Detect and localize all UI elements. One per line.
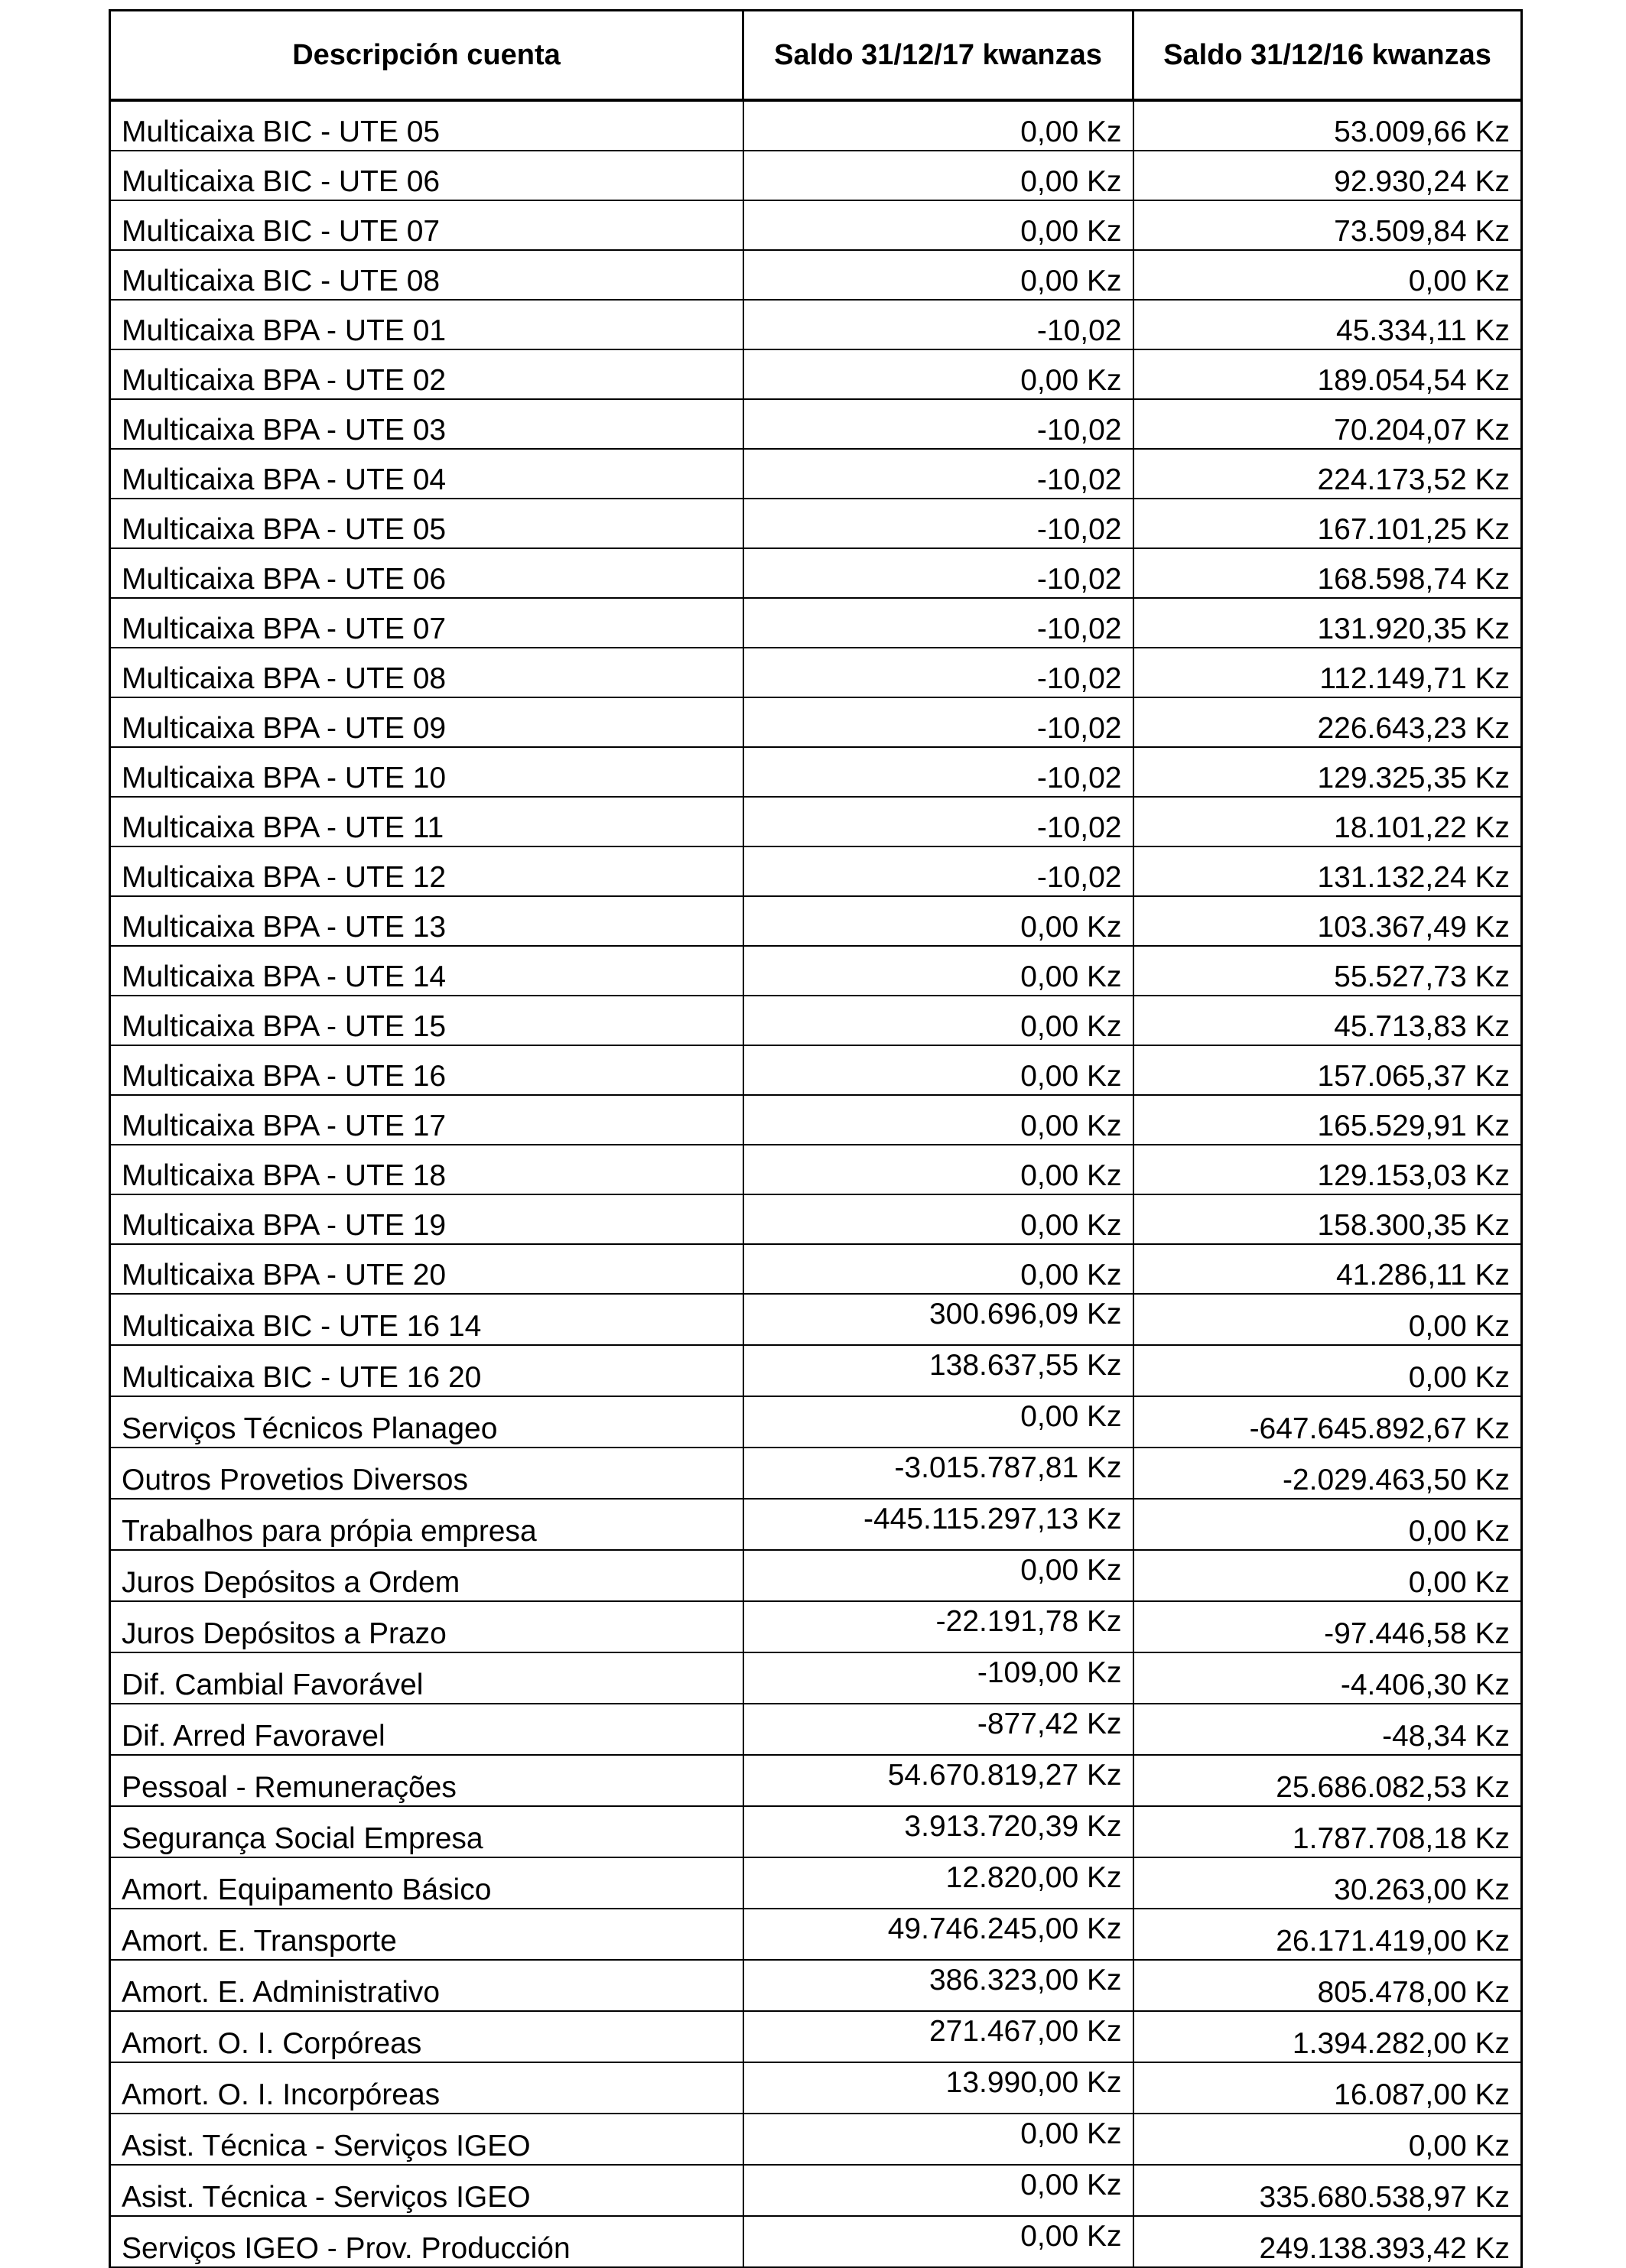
table-row bbox=[110, 300, 1522, 349]
balance-2016-cell: 0,00 Kz bbox=[1133, 1294, 1522, 1345]
balance-2017-cell: 0,00 Kz bbox=[743, 2165, 1133, 2216]
balance-2017-cell: 0,00 Kz bbox=[743, 250, 1133, 300]
account-description-cell: Dif. Cambial Favorável bbox=[110, 1652, 743, 1704]
table-row bbox=[110, 1244, 1522, 1294]
balance-2017-cell: 3.913.720,39 Kz bbox=[743, 1806, 1133, 1857]
account-description-cell: Amort. O. I. Corpóreas bbox=[110, 2011, 743, 2062]
table-row bbox=[110, 2062, 1522, 2114]
table-row bbox=[110, 399, 1522, 449]
balance-2017-cell: 271.467,00 Kz bbox=[743, 2011, 1133, 2062]
balance-2016-cell: 92.930,24 Kz bbox=[1133, 151, 1522, 200]
balance-2016-cell: 70.204,07 Kz bbox=[1133, 399, 1522, 449]
balance-2016-cell: 165.529,91 Kz bbox=[1133, 1095, 1522, 1145]
table-row bbox=[110, 2011, 1522, 2062]
balance-2017-cell: 0,00 Kz bbox=[743, 100, 1133, 151]
table-row bbox=[110, 697, 1522, 747]
table-row bbox=[110, 548, 1522, 598]
account-description-cell: Pessoal - Remunerações bbox=[110, 1755, 743, 1806]
balance-2016-cell: 0,00 Kz bbox=[1133, 2114, 1522, 2165]
table-row bbox=[110, 996, 1522, 1045]
balance-2016-cell: 224.173,52 Kz bbox=[1133, 449, 1522, 499]
balance-2016-cell: 45.713,83 Kz bbox=[1133, 996, 1522, 1045]
balance-2017-cell: -22.191,78 Kz bbox=[743, 1601, 1133, 1652]
table-row bbox=[110, 349, 1522, 399]
balance-2016-cell: -48,34 Kz bbox=[1133, 1704, 1522, 1755]
balance-2016-cell: 167.101,25 Kz bbox=[1133, 499, 1522, 548]
balance-2016-cell: 26.171.419,00 Kz bbox=[1133, 1909, 1522, 1960]
table-row bbox=[110, 151, 1522, 200]
balance-2017-cell: 0,00 Kz bbox=[743, 349, 1133, 399]
balance-2016-cell: 0,00 Kz bbox=[1133, 1550, 1522, 1601]
balance-2016-cell: 168.598,74 Kz bbox=[1133, 548, 1522, 598]
account-description-cell: Multicaixa BPA - UTE 10 bbox=[110, 747, 743, 797]
balance-2016-cell: 1.394.282,00 Kz bbox=[1133, 2011, 1522, 2062]
table-row bbox=[110, 846, 1522, 896]
balance-2016-cell: -97.446,58 Kz bbox=[1133, 1601, 1522, 1652]
balance-2016-cell: -4.406,30 Kz bbox=[1133, 1652, 1522, 1704]
account-description-cell: Amort. E. Transporte bbox=[110, 1909, 743, 1960]
table-row bbox=[110, 598, 1522, 648]
balance-2016-cell: 0,00 Kz bbox=[1133, 1345, 1522, 1396]
balance-2017-cell: 0,00 Kz bbox=[743, 1396, 1133, 1448]
account-description-cell: Serviços Técnicos Planageo bbox=[110, 1396, 743, 1448]
balance-2016-cell: 45.334,11 Kz bbox=[1133, 300, 1522, 349]
balance-2017-cell: -10,02 bbox=[743, 300, 1133, 349]
balance-2017-cell: 0,00 Kz bbox=[743, 151, 1133, 200]
balance-table bbox=[109, 9, 1523, 2268]
table-row bbox=[110, 797, 1522, 846]
account-description-cell: Multicaixa BPA - UTE 07 bbox=[110, 598, 743, 648]
balance-2017-cell: -10,02 bbox=[743, 548, 1133, 598]
balance-2017-cell: -10,02 bbox=[743, 399, 1133, 449]
balance-2017-cell: -10,02 bbox=[743, 747, 1133, 797]
table-row bbox=[110, 1806, 1522, 1857]
balance-2017-cell: 0,00 Kz bbox=[743, 946, 1133, 996]
table-body bbox=[110, 100, 1522, 2267]
balance-2017-cell: 0,00 Kz bbox=[743, 1550, 1133, 1601]
table-row bbox=[110, 1145, 1522, 1194]
account-description-cell: Multicaixa BPA - UTE 17 bbox=[110, 1095, 743, 1145]
column-header-balance-2016: Saldo 31/12/16 kwanzas bbox=[1133, 11, 1522, 101]
balance-2016-cell: 0,00 Kz bbox=[1133, 250, 1522, 300]
balance-2016-cell: 18.101,22 Kz bbox=[1133, 797, 1522, 846]
account-description-cell: Multicaixa BIC - UTE 05 bbox=[110, 100, 743, 151]
balance-2017-cell: -445.115.297,13 Kz bbox=[743, 1499, 1133, 1550]
account-description-cell: Serviços IGEO - Prov. Producción bbox=[110, 2216, 743, 2267]
balance-2017-cell: 0,00 Kz bbox=[743, 1145, 1133, 1194]
balance-2016-cell: 25.686.082,53 Kz bbox=[1133, 1755, 1522, 1806]
balance-2017-cell: -10,02 bbox=[743, 797, 1133, 846]
balance-2017-cell: -10,02 bbox=[743, 449, 1133, 499]
balance-2017-cell: 0,00 Kz bbox=[743, 1045, 1133, 1095]
balance-2016-cell: 41.286,11 Kz bbox=[1133, 1244, 1522, 1294]
table-row bbox=[110, 250, 1522, 300]
account-description-cell: Multicaixa BPA - UTE 13 bbox=[110, 896, 743, 946]
balance-2017-cell: 138.637,55 Kz bbox=[743, 1345, 1133, 1396]
table-row bbox=[110, 1755, 1522, 1806]
table-row bbox=[110, 499, 1522, 548]
balance-2016-cell: 0,00 Kz bbox=[1133, 1499, 1522, 1550]
table-row bbox=[110, 1194, 1522, 1244]
account-description-cell: Multicaixa BPA - UTE 09 bbox=[110, 697, 743, 747]
balance-2016-cell: 112.149,71 Kz bbox=[1133, 648, 1522, 697]
account-description-cell: Multicaixa BPA - UTE 08 bbox=[110, 648, 743, 697]
table-row bbox=[110, 648, 1522, 697]
account-description-cell: Amort. O. I. Incorpóreas bbox=[110, 2062, 743, 2114]
table-row bbox=[110, 2114, 1522, 2165]
balance-2017-cell: 0,00 Kz bbox=[743, 2114, 1133, 2165]
account-description-cell: Multicaixa BPA - UTE 16 bbox=[110, 1045, 743, 1095]
account-description-cell: Asist. Técnica - Serviços IGEO bbox=[110, 2165, 743, 2216]
account-description-cell: Multicaixa BPA - UTE 04 bbox=[110, 449, 743, 499]
balance-2017-cell: 0,00 Kz bbox=[743, 1095, 1133, 1145]
balance-2017-cell: 0,00 Kz bbox=[743, 1194, 1133, 1244]
balance-2017-cell: -10,02 bbox=[743, 846, 1133, 896]
account-description-cell: Multicaixa BPA - UTE 02 bbox=[110, 349, 743, 399]
balance-2017-cell: -10,02 bbox=[743, 697, 1133, 747]
account-description-cell: Trabalhos para própia empresa bbox=[110, 1499, 743, 1550]
balance-2016-cell: 226.643,23 Kz bbox=[1133, 697, 1522, 747]
balance-2016-cell: 55.527,73 Kz bbox=[1133, 946, 1522, 996]
table-row bbox=[110, 1499, 1522, 1550]
account-description-cell: Amort. E. Administrativo bbox=[110, 1960, 743, 2011]
table-row bbox=[110, 200, 1522, 250]
balance-2017-cell: -3.015.787,81 Kz bbox=[743, 1448, 1133, 1499]
balance-2017-cell: -10,02 bbox=[743, 648, 1133, 697]
balance-2016-cell: 16.087,00 Kz bbox=[1133, 2062, 1522, 2114]
account-description-cell: Multicaixa BPA - UTE 03 bbox=[110, 399, 743, 449]
balance-2016-cell: 131.920,35 Kz bbox=[1133, 598, 1522, 648]
balance-2016-cell: 335.680.538,97 Kz bbox=[1133, 2165, 1522, 2216]
balance-2017-cell: 0,00 Kz bbox=[743, 996, 1133, 1045]
table-row bbox=[110, 100, 1522, 151]
balance-2016-cell: 103.367,49 Kz bbox=[1133, 896, 1522, 946]
account-description-cell: Multicaixa BIC - UTE 16 14 bbox=[110, 1294, 743, 1345]
balance-2017-cell: -109,00 Kz bbox=[743, 1652, 1133, 1704]
balance-2017-cell: 386.323,00 Kz bbox=[743, 1960, 1133, 2011]
balance-2017-cell: 0,00 Kz bbox=[743, 2216, 1133, 2267]
balance-2017-cell: 49.746.245,00 Kz bbox=[743, 1909, 1133, 1960]
table-row bbox=[110, 1960, 1522, 2011]
balance-2017-cell: -877,42 Kz bbox=[743, 1704, 1133, 1755]
balance-2016-cell: 131.132,24 Kz bbox=[1133, 846, 1522, 896]
balance-2016-cell: 53.009,66 Kz bbox=[1133, 100, 1522, 151]
table-row bbox=[110, 1550, 1522, 1601]
balance-2016-cell: 157.065,37 Kz bbox=[1133, 1045, 1522, 1095]
table-row bbox=[110, 1652, 1522, 1704]
account-description-cell: Multicaixa BPA - UTE 20 bbox=[110, 1244, 743, 1294]
table-row bbox=[110, 1601, 1522, 1652]
account-description-cell: Multicaixa BPA - UTE 15 bbox=[110, 996, 743, 1045]
account-description-cell: Multicaixa BIC - UTE 08 bbox=[110, 250, 743, 300]
balance-2017-cell: 0,00 Kz bbox=[743, 896, 1133, 946]
table-row bbox=[110, 1857, 1522, 1909]
balance-2016-cell: 1.787.708,18 Kz bbox=[1133, 1806, 1522, 1857]
account-description-cell: Multicaixa BIC - UTE 07 bbox=[110, 200, 743, 250]
table-row bbox=[110, 1045, 1522, 1095]
account-description-cell: Juros Depósitos a Ordem bbox=[110, 1550, 743, 1601]
balance-2017-cell: 13.990,00 Kz bbox=[743, 2062, 1133, 2114]
column-header-balance-2017: Saldo 31/12/17 kwanzas bbox=[743, 11, 1133, 101]
table-row bbox=[110, 946, 1522, 996]
account-description-cell: Segurança Social Empresa bbox=[110, 1806, 743, 1857]
balance-2016-cell: 805.478,00 Kz bbox=[1133, 1960, 1522, 2011]
balance-2017-cell: -10,02 bbox=[743, 499, 1133, 548]
table-row bbox=[110, 2216, 1522, 2267]
balance-2017-cell: 300.696,09 Kz bbox=[743, 1294, 1133, 1345]
account-description-cell: Multicaixa BIC - UTE 16 20 bbox=[110, 1345, 743, 1396]
account-description-cell: Multicaixa BIC - UTE 06 bbox=[110, 151, 743, 200]
balance-2016-cell: 189.054,54 Kz bbox=[1133, 349, 1522, 399]
balance-2016-cell: 30.263,00 Kz bbox=[1133, 1857, 1522, 1909]
balance-2016-cell: 249.138.393,42 Kz bbox=[1133, 2216, 1522, 2267]
table-row bbox=[110, 1396, 1522, 1448]
balance-2016-cell: 129.153,03 Kz bbox=[1133, 1145, 1522, 1194]
account-description-cell: Multicaixa BPA - UTE 14 bbox=[110, 946, 743, 996]
table-row bbox=[110, 1448, 1522, 1499]
balance-2016-cell: 158.300,35 Kz bbox=[1133, 1194, 1522, 1244]
account-description-cell: Multicaixa BPA - UTE 11 bbox=[110, 797, 743, 846]
account-description-cell: Amort. Equipamento Básico bbox=[110, 1857, 743, 1909]
account-description-cell: Asist. Técnica - Serviços IGEO bbox=[110, 2114, 743, 2165]
account-description-cell: Multicaixa BPA - UTE 19 bbox=[110, 1194, 743, 1244]
account-description-cell: Outros Provetios Diversos bbox=[110, 1448, 743, 1499]
column-header-description: Descripción cuenta bbox=[110, 11, 743, 101]
account-description-cell: Dif. Arred Favoravel bbox=[110, 1704, 743, 1755]
table-row bbox=[110, 747, 1522, 797]
table-row bbox=[110, 1704, 1522, 1755]
account-description-cell: Juros Depósitos a Prazo bbox=[110, 1601, 743, 1652]
balance-2016-cell: 73.509,84 Kz bbox=[1133, 200, 1522, 250]
balance-2016-cell: -2.029.463,50 Kz bbox=[1133, 1448, 1522, 1499]
table-row bbox=[110, 1294, 1522, 1345]
account-balance-sheet bbox=[109, 9, 1520, 2268]
balance-2016-cell: 129.325,35 Kz bbox=[1133, 747, 1522, 797]
account-description-cell: Multicaixa BPA - UTE 06 bbox=[110, 548, 743, 598]
account-description-cell: Multicaixa BPA - UTE 01 bbox=[110, 300, 743, 349]
balance-2017-cell: 54.670.819,27 Kz bbox=[743, 1755, 1133, 1806]
account-description-cell: Multicaixa BPA - UTE 05 bbox=[110, 499, 743, 548]
account-description-cell: Multicaixa BPA - UTE 12 bbox=[110, 846, 743, 896]
balance-2017-cell: -10,02 bbox=[743, 598, 1133, 648]
account-description-cell: Multicaixa BPA - UTE 18 bbox=[110, 1145, 743, 1194]
balance-2017-cell: 0,00 Kz bbox=[743, 200, 1133, 250]
table-row bbox=[110, 449, 1522, 499]
table-row bbox=[110, 896, 1522, 946]
balance-2017-cell: 0,00 Kz bbox=[743, 1244, 1133, 1294]
balance-2016-cell: -647.645.892,67 Kz bbox=[1133, 1396, 1522, 1448]
table-header-row bbox=[110, 11, 1522, 101]
table-row bbox=[110, 2165, 1522, 2216]
table-row bbox=[110, 1909, 1522, 1960]
table-row bbox=[110, 1095, 1522, 1145]
table-row bbox=[110, 1345, 1522, 1396]
balance-2017-cell: 12.820,00 Kz bbox=[743, 1857, 1133, 1909]
